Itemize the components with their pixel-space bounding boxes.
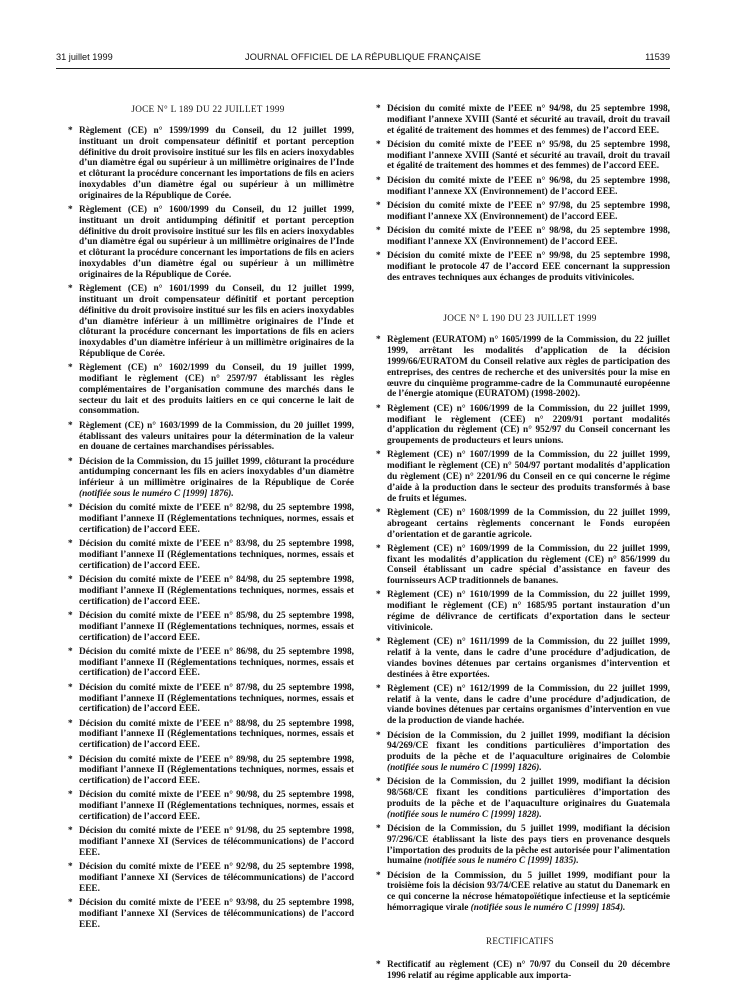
asterisk-bullet-icon: * — [376, 543, 381, 554]
entry-text: Règlement (CE) n° 1606/1999 de la Commission, du 22 juillet 1999, modifiant le règlement (CEE) n° 2209/91 portant modalités d’application du règlement (CE) n° 952/97 du Conseil concernant les groupements de producteurs et leurs unions. — [387, 403, 670, 447]
entry-notification-note: (notifiée sous le numéro C [1999] 1828). — [387, 809, 542, 820]
header-rule — [56, 68, 670, 69]
list-item — [62, 126, 354, 202]
list-item — [370, 335, 670, 400]
list-item — [370, 960, 670, 982]
list-item — [370, 777, 670, 820]
list-item — [62, 647, 354, 679]
entry-text: Décision du comité mixte de l’EEE n° 97/98, du 25 septembre 1998, modifiant l’annexe XX (Environnement) de l’accord EEE. — [387, 200, 670, 222]
asterisk-bullet-icon: * — [376, 450, 381, 461]
page-header — [56, 52, 670, 66]
entry-list-rectificatifs — [370, 960, 670, 982]
asterisk-bullet-icon: * — [376, 590, 381, 601]
asterisk-bullet-icon: * — [376, 251, 381, 262]
list-item — [62, 503, 354, 535]
list-item — [62, 862, 354, 894]
list-item — [370, 251, 670, 283]
header-date: 31 juillet 1999 — [56, 52, 113, 62]
asterisk-bullet-icon: * — [376, 104, 381, 114]
list-item — [62, 575, 354, 607]
asterisk-bullet-icon: * — [376, 139, 381, 150]
entry-text: Règlement (CE) n° 1612/1999 de la Commission, du 22 juillet 1999, relatif à la vente, dans le cadre d’une procédure d’adjudication, de viande bovines détenues par certains organismes d’intervention en vue de la production de viande hachée. — [387, 683, 670, 727]
list-item — [62, 284, 354, 360]
list-item — [62, 898, 354, 930]
asterisk-bullet-icon: * — [68, 503, 73, 514]
entry-list-joce-189-continued — [370, 104, 670, 283]
asterisk-bullet-icon: * — [68, 826, 73, 837]
asterisk-bullet-icon: * — [68, 126, 73, 136]
asterisk-bullet-icon: * — [376, 175, 381, 186]
list-item — [62, 683, 354, 715]
entry-text: Décision du comité mixte de l’EEE n° 98/98, du 25 septembre 1998, modifiant l’annexe XX (Environnement) de l’accord EEE. — [387, 225, 670, 247]
entry-text: Règlement (CE) n° 1608/1999 de la Commission, du 22 juillet 1999, abrogeant certains règlements concernant le Fonds européen d’orientation et de garantie agricole. — [387, 507, 670, 540]
asterisk-bullet-icon: * — [68, 575, 73, 586]
entry-text: Règlement (EURATOM) n° 1605/1999 de la Commission, du 22 juillet 1999, arrêtant les modalités d’application de la décision 1999/66/EURATOM du Conseil relative aux règles de participation des entreprises, des centres de recherche et des universités pour la mise en œuvre du cinquième programme-cadre de la Communauté européenne de l’énergie atomique (EURATOM) (1998-2002). — [387, 335, 670, 400]
entry-text: Règlement (CE) n° 1601/1999 du Conseil, du 12 juillet 1999, instituant un droit compensateur définitif et portant perception définitive du droit provisoire institué sur les fils en aciers inoxydables d’un diamètre inférieur à un millimètre originaires de l’Inde et clôturant la procédure concernant les importations de fils en aciers inoxydables d’un diamètre inférieur à un millimètre originaires de la République de Corée. — [79, 284, 354, 359]
list-item — [370, 637, 670, 680]
asterisk-bullet-icon: * — [68, 610, 73, 621]
asterisk-bullet-icon: * — [68, 363, 73, 374]
entry-text: Décision du comité mixte de l’EEE n° 91/98, du 25 septembre 1998, modifiant l’annexe XI (Services de télécommunications) de l’accord EEE. — [79, 826, 354, 858]
entry-text: Décision du comité mixte de l’EEE n° 87/98, du 25 septembre 1998, modifiant l’annexe II (Réglementations techniques, normes, essais et certification) de l’accord EEE. — [79, 682, 354, 715]
entry-text: Règlement (CE) n° 1600/1999 du Conseil, du 12 juillet 1999, instituant un droit antidumping définitif et portant perception définitive du droit provisoire institué sur les fils en aciers inoxydables d’un diamètre égal ou supérieur à un millimètre originaires de l’Inde et clôturant la procédure concernant les importations de fils en aciers inoxydables d’un diamètre égal ou supérieur à un millimètre originaires de la République de Corée. — [79, 205, 354, 280]
list-item — [62, 539, 354, 571]
list-item — [62, 363, 354, 417]
list-item — [62, 611, 354, 643]
asterisk-bullet-icon: * — [376, 959, 381, 970]
asterisk-bullet-icon: * — [376, 683, 381, 694]
section-title-joce-189: JOCE N° L 189 DU 22 JUILLET 1999 — [131, 104, 285, 114]
asterisk-bullet-icon: * — [68, 420, 73, 431]
entry-text: Décision du comité mixte de l’EEE n° 86/98, du 25 septembre 1998, modifiant l’annexe II (Réglementations techniques, normes, essais et certification) de l’accord EEE. — [79, 646, 354, 679]
entry-text: Règlement (CE) n° 1611/1999 de la Commission, du 22 juillet 1999, relatif à la vente, dans le cadre d’une procédure d’adjudication, de viandes bovines détenues par certains organismes d’intervention et destinées à être exportées. — [387, 637, 670, 680]
list-item — [62, 205, 354, 281]
entry-text: Décision du comité mixte de l’EEE n° 82/98, du 25 septembre 1998, modifiant l’annexe II (Réglementations techniques, normes, essais et certification) de l’accord EEE. — [79, 503, 354, 535]
list-item — [370, 404, 670, 447]
entry-text: Règlement (CE) n° 1610/1999 de la Commission, du 22 juillet 1999, modifiant le règlement (CE) n° 1685/95 portant instauration d’un régime de délivrance de certificats d’exportation dans le secteur vitivinicole. — [387, 590, 670, 633]
list-item — [370, 684, 670, 727]
entry-text: Décision de la Commission, du 2 juillet 1999, modifiant la décision 98/568/CE fixant les conditions particulières d’importation des produits de la pêche et de l’aquaculture originaires du Guatemala — [387, 777, 670, 809]
asterisk-bullet-icon: * — [376, 870, 381, 881]
entry-list-joce-189 — [62, 126, 354, 930]
asterisk-bullet-icon: * — [376, 200, 381, 211]
list-item — [370, 140, 670, 172]
asterisk-bullet-icon: * — [68, 646, 73, 657]
asterisk-bullet-icon: * — [376, 335, 381, 346]
entry-notification-note: (notifiée sous le numéro C [1999] 1835). — [423, 856, 579, 867]
entry-text: Décision du comité mixte de l’EEE n° 95/98, du 25 septembre 1998, modifiant l’annexe XVIII (Santé et sécurité au travail, droit du travail et égalité de traitement des hommes et des femmes) de l’accord EEE. — [387, 139, 670, 172]
entry-text: Décision de la Commission, du 2 juillet 1999, modifiant la décision 94/269/CE fixant les conditions particulières d’importation des produits de la pêche et de l’aquaculture originaires de Colombie — [387, 730, 670, 763]
asterisk-bullet-icon: * — [376, 225, 381, 236]
list-item — [62, 755, 354, 787]
asterisk-bullet-icon: * — [376, 730, 381, 741]
asterisk-bullet-icon: * — [68, 284, 73, 295]
entry-text: Règlement (CE) n° 1603/1999 de la Commission, du 20 juillet 1999, établissant des valeurs unitaires pour la détermination de la valeur en douane de certaines marchandises périssables. — [79, 420, 354, 453]
asterisk-bullet-icon: * — [376, 507, 381, 518]
list-item — [370, 201, 670, 223]
list-item — [370, 176, 670, 198]
entry-text: Décision du comité mixte de l’EEE n° 84/98, du 25 septembre 1998, modifiant l’annexe II (Réglementations techniques, normes, essais et certification) de l’accord EEE. — [79, 575, 354, 607]
entry-text: Règlement (CE) n° 1599/1999 du Conseil, du 12 juillet 1999, instituant un droit compensateur définitif et portant perception définitive du droit provisoire institué sur les fils en aciers inoxydables d’un diamètre égal ou supérieur à un millimètre originaires de l’Inde et clôturant la procédure concernant les importations de fils en aciers inoxydables d’un diamètre égal ou supérieur à un millimètre originaires de la République de Corée. — [79, 126, 354, 201]
asterisk-bullet-icon: * — [376, 777, 381, 788]
entry-notification-note: (notifiée sous le numéro C [1999] 1826). — [387, 762, 542, 773]
entry-text: Décision du comité mixte de l’EEE n° 99/98, du 25 septembre 1998, modifiant le protocole 47 de l’accord EEE concernant la suppression des entraves techniques aux échanges de produits vitivinicoles. — [387, 251, 670, 283]
asterisk-bullet-icon: * — [376, 637, 381, 648]
entry-text: Décision du comité mixte de l’EEE n° 89/98, du 25 septembre 1998, modifiant l’annexe II (Réglementations techniques, normes, essais et certification) de l’accord EEE. — [79, 754, 354, 787]
asterisk-bullet-icon: * — [68, 898, 73, 909]
entry-text: Règlement (CE) n° 1609/1999 de la Commission, du 22 juillet 1999, fixant les modalités d’application du règlement (CE) n° 856/1999 du Conseil établissant un cadre spécial d’assistance en faveur des fournisseurs ACP traditionnels de bananes. — [387, 543, 670, 587]
entry-text: Décision de la Commission, du 5 juillet 1999, modifiant pour la troisième fois la décision 93/74/CEE relative au statut du Danemark en ce qui concerne la nécrose hématopoïétique infectieuse et la septicémie hémorragique virale — [387, 870, 670, 913]
left-column — [62, 104, 354, 934]
entry-text: Décision du comité mixte de l’EEE n° 94/98, du 25 septembre 1998, modifiant l’annexe XVIII (Santé et sécurité au travail, droit du travail et égalité de traitement des hommes et des femmes) de l’accord EEE. — [387, 104, 670, 136]
entry-text: Rectificatif au règlement (CE) n° 70/97 du Conseil du 20 décembre 1996 relatif au régime applicable aux importa- — [387, 959, 670, 981]
entry-text: Décision du comité mixte de l’EEE n° 96/98, du 25 septembre 1998, modifiant l’annexe XX (Environnement) de l’accord EEE. — [387, 175, 670, 197]
asterisk-bullet-icon: * — [376, 403, 381, 414]
list-item — [370, 731, 670, 774]
entry-notification-note: (notifiée sous le numéro C [1999] 1854). — [470, 903, 626, 913]
entry-text: Décision du comité mixte de l’EEE n° 85/98, du 25 septembre 1998, modifiant l’annexe II (Réglementations techniques, normes, essais et certification) de l’accord EEE. — [79, 610, 354, 643]
page-number: 11539 — [645, 52, 670, 62]
asterisk-bullet-icon: * — [68, 754, 73, 765]
entry-notification-note: (notifiée sous le numéro C [1999] 1876). — [79, 489, 234, 499]
asterisk-bullet-icon: * — [68, 790, 73, 801]
entry-text: Décision du comité mixte de l’EEE n° 90/98, du 25 septembre 1998, modifiant l’annexe II (Réglementations techniques, normes, essais et certification) de l’accord EEE. — [79, 790, 354, 823]
entry-text: Décision de la Commission, du 15 juillet 1999, clôturant la procédure antidumping concernant les fils en aciers inoxydables d’un diamètre inférieur à un millimètre originaires de la République de Corée — [79, 456, 354, 489]
asterisk-bullet-icon: * — [68, 862, 73, 873]
asterisk-bullet-icon: * — [68, 539, 73, 550]
journal-title: JOURNAL OFFICIEL DE LA RÉPUBLIQUE FRANÇAISE — [245, 52, 481, 62]
section-title-rectificatifs: RECTIFICATIFS — [486, 935, 554, 946]
list-item — [370, 871, 670, 914]
list-item — [370, 104, 670, 136]
list-item — [62, 826, 354, 858]
asterisk-bullet-icon: * — [376, 823, 381, 834]
entry-text: Décision de la Commission, du 5 juillet 1999, modifiant la décision 97/296/CE établissant la liste des pays tiers en provenance desquels l’importation des produits de la pêche est autorisée pour l’alimentation humaine — [387, 823, 670, 867]
list-item — [62, 719, 354, 751]
entry-text: Décision du comité mixte de l’EEE n° 92/98, du 25 septembre 1998, modifiant l’annexe XI (Services de télécommunications) de l’accord EEE. — [79, 862, 354, 894]
entry-text: Règlement (CE) n° 1607/1999 de la Commission, du 22 juillet 1999, modifiant le règlement (CE) n° 504/97 portant modalités d’application du règlement (CE) n° 2201/96 du Conseil en ce qui concerne le régime d’aide à la production dans le secteur des produits transformés à base de fruits et légumes. — [387, 450, 670, 504]
entry-text: Décision du comité mixte de l’EEE n° 88/98, du 25 septembre 1998, modifiant l’annexe II (Réglementations techniques, normes, essais et certification) de l’accord EEE. — [79, 718, 354, 751]
entry-text: Règlement (CE) n° 1602/1999 du Conseil, du 19 juillet 1999, modifiant le règlement (CE) n° 2597/97 établissant les règles complémentaires de l’organisation commune des marchés dans le secteur du lait et des produits laitiers en ce qui concerne le lait de consommation. — [79, 363, 354, 417]
asterisk-bullet-icon: * — [68, 718, 73, 729]
list-item — [370, 824, 670, 867]
list-item — [370, 544, 670, 587]
section-title-joce-190: JOCE N° L 190 DU 23 JUILLET 1999 — [443, 313, 597, 324]
entry-text: Décision du comité mixte de l’EEE n° 83/98, du 25 septembre 1998, modifiant l’annexe II (Réglementations techniques, normes, essais et certification) de l’accord EEE. — [79, 539, 354, 571]
entry-list-joce-190 — [370, 335, 670, 913]
list-item — [370, 508, 670, 540]
asterisk-bullet-icon: * — [68, 456, 73, 467]
list-item — [62, 790, 354, 822]
right-column — [370, 104, 670, 985]
asterisk-bullet-icon: * — [68, 205, 73, 216]
list-item — [370, 226, 670, 248]
list-item — [62, 421, 354, 453]
list-item — [370, 590, 670, 633]
list-item — [370, 450, 670, 504]
list-item — [62, 457, 354, 500]
entry-text: Décision du comité mixte de l’EEE n° 93/98, du 25 septembre 1998, modifiant l’annexe XI (Services de télécommunications) de l’accord EEE. — [79, 898, 354, 930]
asterisk-bullet-icon: * — [68, 682, 73, 693]
